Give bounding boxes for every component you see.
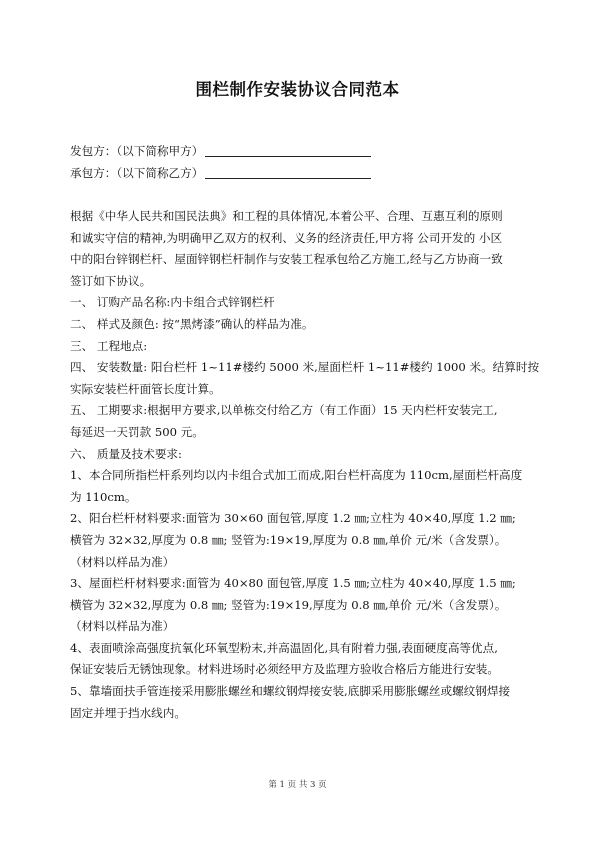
body-line: 中的阳台锌钢栏杆、屋面锌钢栏杆制作与安装工程承包给乙方施工,经与乙方协商一致 — [70, 252, 503, 267]
item-3: 3、屋面栏杆材料要求:面管为 40×80 面包管,厚度 1.5 ㎜;立柱为 40×40,厚度 1.5 ㎜; — [70, 576, 516, 591]
party-b-line — [70, 165, 371, 181]
body-line: 根据《中华人民共和国民法典》和工程的具体情况,本着公平、合理、互惠互利的原则 — [70, 209, 503, 223]
party-b-label: 承包方：（以下简称乙方） — [70, 166, 204, 180]
clause-6: 六、 质量及技术要求: — [70, 446, 182, 461]
clause-1: 一、 订购产品名称:内卡组合式锌钢栏杆 — [70, 295, 275, 310]
item-4: 4、表面喷涂高强度抗氧化环氧型粉末,并高温固化,具有附着力强,表面硬度高等优点, — [70, 640, 498, 655]
page-footer: 第 1 页 共 3 页 — [268, 780, 327, 790]
item-4-cont: 保证安装后无锈蚀现象。材料进场时必须经甲方及监理方验收合格后方能进行安装。 — [70, 662, 499, 677]
clause-3: 三、 工程地点: — [70, 338, 148, 353]
clause-2: 二、 样式及颜色: 按“黑烤漆”确认的样品为准。 — [70, 316, 314, 331]
item-5: 5、靠墙面扶手管连接采用膨胀螺丝和螺纹钢焊接安装,底脚采用膨胀螺丝或螺纹钢焊接 — [70, 684, 511, 699]
item-5-cont: 固定并埋于挡水线内。 — [70, 705, 186, 720]
item-1: 1、本合同所指栏杆系列均以内卡组合式加工而成,阳台栏杆高度为 110cm,屋面栏杆高度 — [70, 468, 523, 483]
clause-5: 五、 工期要求:根据甲方要求,以单栋交付给乙方（有工作面）15 天内栏杆安装完工, — [70, 403, 498, 418]
body-line: 签订如下协议。 — [70, 273, 152, 288]
clause-4-cont: 实际安装栏杆面管长度计算。 — [70, 381, 221, 396]
item-3-note: （材料以样品为准） — [70, 619, 175, 634]
clause-4: 四、 安装数量: 阳台栏杆 1~11#楼约 5000 米,屋面栏杆 1~11#楼约 1000 米。结算时按 — [70, 360, 540, 375]
item-2-cont: 横管为 32×32,厚度为 0.8 ㎜; 竖管为:19×19,厚度为 0.8 ㎜,单价 元/米（含发票）。 — [70, 532, 507, 547]
party-a-label: 发包方：（以下简称甲方） — [70, 144, 204, 158]
item-2-note: （材料以样品为准） — [70, 554, 175, 569]
body-line: 和诚实守信的精神,为明确甲乙双方的权利、义务的经济责任,甲方将 公司开发的 小区 — [70, 230, 503, 245]
clause-5-cont: 每延迟一天罚款 500 元。 — [70, 424, 204, 439]
party-a-blank — [205, 144, 371, 157]
party-a-line — [70, 143, 371, 159]
item-2: 2、阳台栏杆材料要求:面管为 30×60 面包管,厚度 1.2 ㎜;立柱为 40×40,厚度 1.2 ㎜; — [70, 511, 516, 526]
document-title: 围栏制作安装协议合同范本 — [195, 80, 400, 99]
contract-body — [70, 206, 540, 724]
item-1-cont: 为 110cm。 — [70, 489, 137, 504]
item-3-cont: 横管为 32×32,厚度为 0.8 ㎜; 竖管为:19×19,厚度为 0.8 ㎜,单价 元/米（含发票）。 — [70, 597, 507, 612]
party-b-blank — [205, 166, 371, 179]
